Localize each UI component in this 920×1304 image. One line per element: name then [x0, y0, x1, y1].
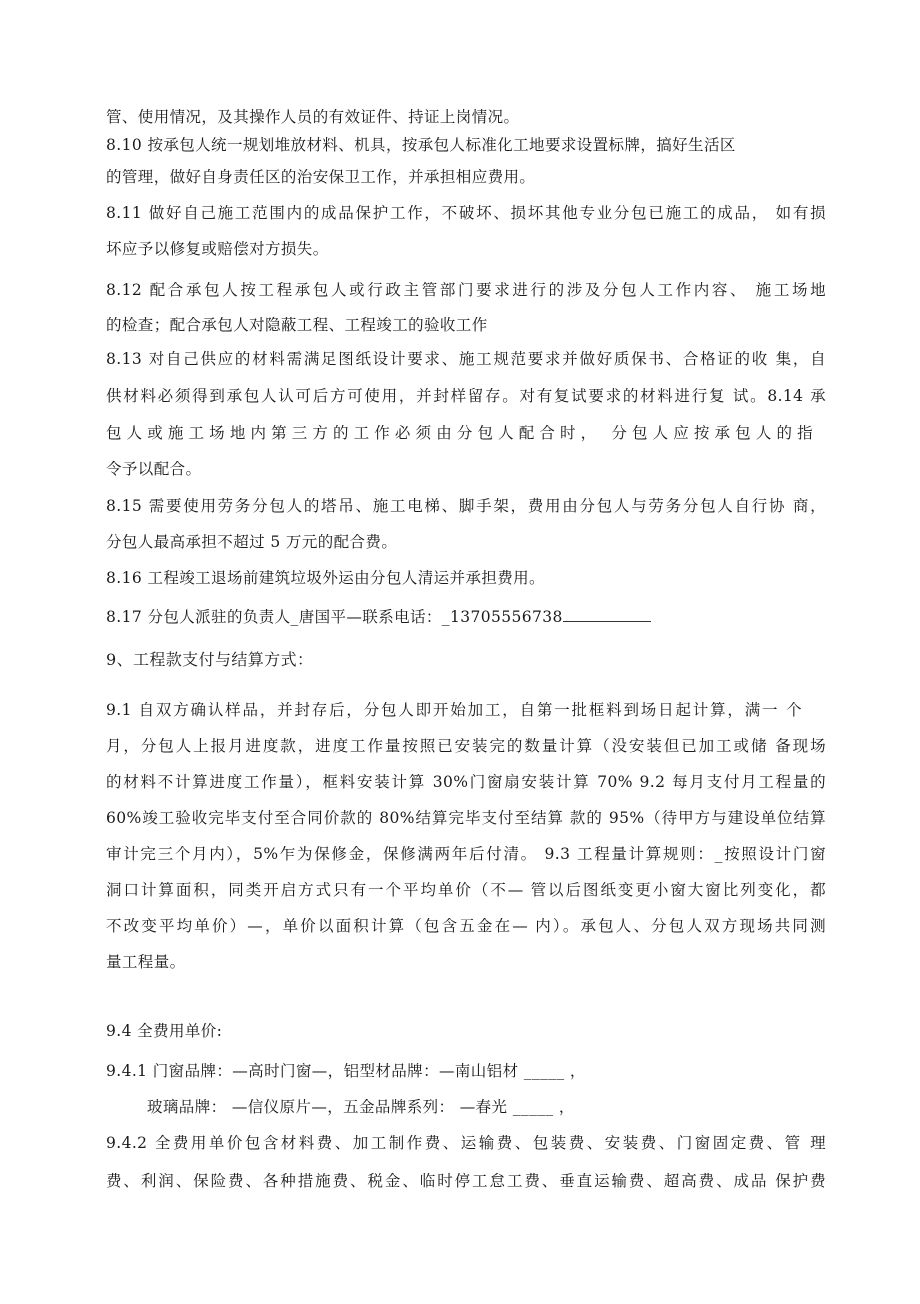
text-line: 分包人最高承担不超过 5 万元的配合费。 [106, 533, 398, 551]
clause-8-15: 8.15 需要使用劳务分包人的塔吊、施工电梯、脚手架，费用由分包人与劳务分包人自行协 商， [106, 497, 826, 515]
clause-8-14: 包人或施工场地内第三方的工作必须由分包人配合时， 分包人应按承包人的指 [106, 424, 813, 442]
blank-underline [563, 607, 651, 622]
clause-8-12: 8.12 配合承包人按工程承包人或行政主管部门要求进行的涉及分包人工作内容、 施工场地 [106, 281, 826, 299]
text-line: 的管理，做好自身责任区的治安保卫工作，并承担相应费用。 [106, 168, 536, 186]
text-line: 的检查；配合承包人对隐蔽工程、工程竣工的验收工作 [106, 316, 488, 334]
clause-8-11: 8.11 做好自己施工范围内的成品保护工作，不破坏、损坏其他专业分包已施工的成品， 如有损 [106, 204, 826, 222]
glass-hardware-brands: 玻璃品牌： —信仪原片—，五金品牌系列： —春光 _____ ， [147, 1098, 575, 1116]
clause-9-4-2: 9.4.2 全费用单价包含材料费、加工制作费、运输费、包装费、安装费、门窗固定费、管 理 [106, 1134, 826, 1152]
text-line: 供材料必须得到承包人认可后方可使用，并封样留存。对有复试要求的材料进行复 试。8.14 承 [106, 387, 826, 405]
clause-9-2: 60%竣工验收完毕支付至合同价款的 80%结算完毕支付至结算 款的 95%（待甲方与建设单位结算 [106, 809, 826, 827]
text-line: 令予以配合。 [106, 460, 202, 478]
text-line: 的材料不计算进度工作量），框料安装计算 30%门窗扇安装计算 70% 9.2 每月支付月工程量的 [106, 773, 826, 791]
section-9-heading: 9、工程款支付与结算方式： [106, 650, 314, 669]
text-line: 费、利润、保险费、各种措施费、税金、临时停工怠工费、垂直运输费、超高费、成品 保护费 [106, 1172, 826, 1190]
clause-9-4: 9.4 全费用单价: [106, 1022, 223, 1040]
clause-8-17 [106, 607, 651, 627]
text-line: 月，分包人上报月进度款，进度工作量按照已安装完的数量计算（没安装但已加工或储 备现场 [106, 737, 826, 755]
text-line: 量工程量。 [106, 953, 186, 971]
clause-9-3: 审计完三个月内），5%乍为保修金，保修满两年后付清。 9.3 工程量计算规则：_按照设计门窗 [106, 845, 826, 863]
clause-9-1: 9.1 自双方确认样品，并封存后，分包人即开始加工，自第一批框料到场日起计算，满一 个 [106, 701, 802, 719]
clause-8-10: 8.10 按承包人统一规划堆放材料、机具，按承包人标准化工地要求设置标牌，搞好生活区 [106, 136, 736, 154]
text-line: 管、使用情况，及其操作人员的有效证件、持证上岗情况。 [106, 108, 520, 126]
text-line: 坏应予以修复或赔偿对方损失。 [106, 240, 329, 258]
clause-9-4-1: 9.4.1 门窗品牌：—高时门窗—，铝型材品牌：—南山铝材 _____ ， [106, 1062, 586, 1080]
contact-text: 8.17 分包人派驻的负责人_唐国平—联系电话：_13705556738 [106, 608, 563, 626]
text-line: 不改变平均单价）—，单价以面积计算（包含五金在— 内）。承包人、分包人双方现场共同测 [106, 917, 826, 935]
text-line: 洞口计算面积，同类开启方式只有一个平均单价（不— 管以后图纸变更小窗大窗比列变化，都 [106, 881, 826, 899]
clause-8-16: 8.16 工程竣工退场前建筑垃圾外运由分包人清运并承担费用。 [106, 569, 545, 587]
clause-8-13: 8.13 对自己供应的材料需满足图纸设计要求、施工规范要求并做好质保书、合格证的收 集，自 [106, 350, 826, 368]
